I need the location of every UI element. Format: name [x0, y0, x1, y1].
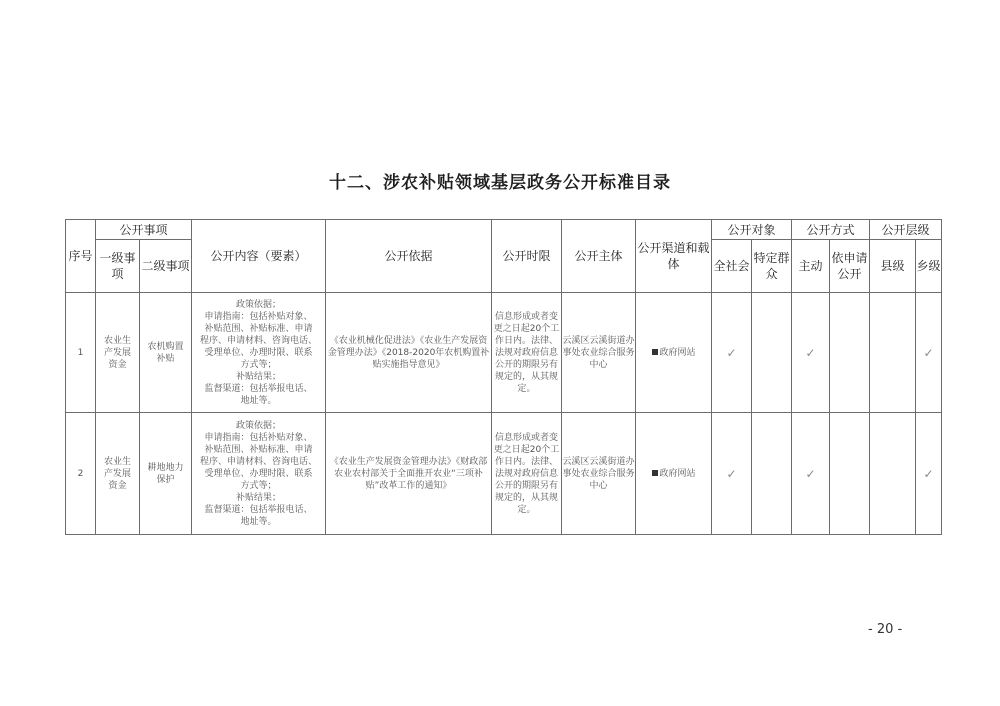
row-channel: 政府网站: [636, 413, 712, 535]
row-level-county: [870, 293, 916, 413]
row-target-specific: [752, 293, 792, 413]
header-method-request: 依申请公开: [830, 240, 870, 293]
row-basis: 《农业机械化促进法》《农业生产发展资金管理办法》《2018-2020年农机购置补贴实施指导意见》: [326, 293, 492, 413]
header-method-group: 公开方式: [792, 220, 870, 240]
row-time: 信息形成或者变更之日起20个工作日内。法律、法规对政府信息公开的期限另有规定的，从其规定。: [492, 293, 562, 413]
table-row: [66, 413, 942, 535]
table-row: [66, 293, 942, 413]
row-seq: 2: [66, 413, 96, 535]
checkmark-icon: ✓: [712, 293, 752, 413]
page-title: 十二、涉农补贴领域基层政务公开标准目录: [329, 173, 671, 193]
checkmark-icon: ✓: [916, 413, 942, 535]
row-target-specific: [752, 413, 792, 535]
content-line: 受理单位、办理时限、联系: [204, 468, 313, 479]
checkmark-icon: ✓: [792, 293, 830, 413]
content-line: 补贴范围、补贴标准、申请: [204, 444, 313, 455]
checkmark-icon: ✓: [712, 413, 752, 535]
header-target-specific: 特定群众: [752, 240, 792, 293]
header-level-county: 县级: [870, 240, 916, 293]
header-item-group: 公开事项: [96, 220, 192, 240]
row-level-county: [870, 413, 916, 535]
content-line: 程序、申请材料、咨询电话、: [200, 335, 318, 346]
content-line: 方式等；: [240, 480, 277, 491]
row-time: 信息形成或者变更之日起20个工作日内。法律、法规对政府信息公开的期限另有规定的，从其规定。: [492, 413, 562, 535]
header-level-town: 乡级: [916, 240, 942, 293]
content-line: 程序、申请材料、咨询电话、: [200, 456, 318, 467]
checkmark-icon: ✓: [792, 413, 830, 535]
content-line: 受理单位、办理时限、联系: [204, 347, 313, 358]
row-channel: 政府网站: [636, 293, 712, 413]
content-line: 申请指南：包括补贴对象、: [204, 432, 313, 443]
header-row-top: [66, 220, 942, 240]
content-line: 监督渠道：包括举报电话、: [204, 504, 313, 515]
content-line: 申请指南：包括补贴对象、: [204, 311, 313, 322]
header-subject: 公开主体: [562, 220, 636, 293]
row-content: [192, 293, 326, 413]
content-line: 地址等。: [240, 395, 277, 406]
row-level2: 农机购置补贴: [140, 293, 192, 413]
content-line: 补贴范围、补贴标准、申请: [204, 323, 313, 334]
content-line: 政策依据；: [236, 420, 282, 431]
row-level1: 农业生产发展资金: [96, 293, 140, 413]
header-method-active: 主动: [792, 240, 830, 293]
content-line: 补贴结果；: [236, 371, 282, 382]
content-line: 方式等；: [240, 359, 277, 370]
content-line: 补贴结果；: [236, 492, 282, 503]
header-target-all: 全社会: [712, 240, 752, 293]
header-basis: 公开依据: [326, 220, 492, 293]
page-number: - 20 -: [868, 622, 903, 637]
row-seq: 1: [66, 293, 96, 413]
catalog-table: [65, 219, 942, 535]
content-line: 政策依据；: [236, 299, 282, 310]
header-channel: 公开渠道和载体: [636, 220, 712, 293]
row-method-request: [830, 413, 870, 535]
header-seq: 序号: [66, 220, 96, 293]
filled-square-icon: [652, 349, 658, 355]
header-level-group: 公开层级: [870, 220, 942, 240]
row-subject: 云溪区云溪街道办事处农业综合服务中心: [562, 293, 636, 413]
header-level1: 一级事项: [96, 240, 140, 293]
header-time: 公开时限: [492, 220, 562, 293]
row-method-request: [830, 293, 870, 413]
header-target-group: 公开对象: [712, 220, 792, 240]
row-level2: 耕地地力保护: [140, 413, 192, 535]
content-line: 地址等。: [240, 516, 277, 527]
row-subject: 云溪区云溪街道办事处农业综合服务中心: [562, 413, 636, 535]
header-level2: 二级事项: [140, 240, 192, 293]
row-level1: 农业生产发展资金: [96, 413, 140, 535]
row-basis: 《农业生产发展资金管理办法》《财政部 农业农村部关于全面推开农业“三项补贴”改革工作的通知》: [326, 413, 492, 535]
filled-square-icon: [652, 470, 658, 476]
header-content: 公开内容（要素）: [192, 220, 326, 293]
content-line: 监督渠道：包括举报电话、: [204, 383, 313, 394]
checkmark-icon: ✓: [916, 293, 942, 413]
row-content: [192, 413, 326, 535]
